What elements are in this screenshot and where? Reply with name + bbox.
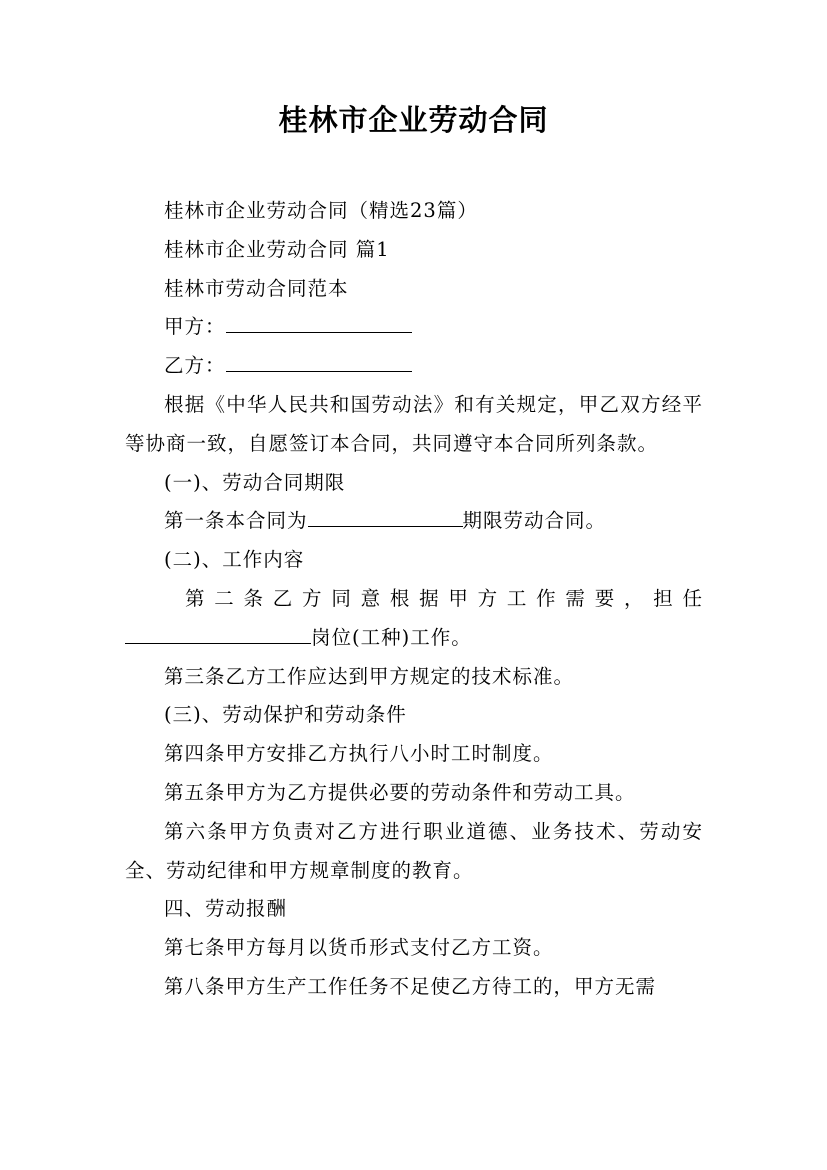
article-2-line-1: 第二条乙方同意根据甲方工作需要，担任 [185, 586, 703, 610]
paragraph-preamble: 根据《中华人民共和国劳动法》和有关规定，甲乙双方经平等协商一致，自愿签订本合同，共同遵守本合同所列条款。 [125, 392, 703, 455]
article-8: 第八条甲方生产工作任务不足使乙方待工的，甲方无需 [164, 974, 657, 998]
article-2-blank-line [125, 619, 311, 644]
article-3: 第三条乙方工作应达到甲方规定的技术标准。 [164, 664, 575, 688]
document-title: 桂林市企业劳动合同 [278, 103, 549, 137]
article-1 [125, 502, 703, 541]
section-heading-protection: (三)、劳动保护和劳动条件 [164, 703, 407, 727]
article-1-blank-line [308, 502, 463, 527]
section-heading-remuneration: 四、劳动报酬 [164, 897, 288, 921]
section-heading-term: (一)、劳动合同期限 [164, 470, 346, 494]
party-b-blank-line [226, 347, 412, 372]
party-a-blank-line [226, 308, 412, 333]
article-2-after: 岗位(工种)工作。 [311, 625, 472, 649]
article-7: 第七条甲方每月以货币形式支付乙方工资。 [164, 936, 554, 960]
party-a-label: 甲方： [164, 315, 226, 339]
paragraph-party-b [125, 347, 703, 386]
paragraph-party-a [125, 308, 703, 347]
article-5: 第五条甲方为乙方提供必要的劳动条件和劳动工具。 [164, 780, 636, 804]
paragraph-collection-title: 桂林市企业劳动合同（精选23篇） [164, 199, 478, 222]
paragraph-article-heading: 桂林市企业劳动合同 篇1 [164, 237, 390, 261]
article-1-after: 期限劳动合同。 [462, 509, 607, 533]
article-2-line-2 [125, 619, 703, 658]
article-1-before: 第一条本合同为 [164, 509, 308, 533]
document-body [125, 192, 703, 1007]
paragraph-template-name: 桂林市劳动合同范本 [164, 276, 349, 300]
party-b-label: 乙方： [164, 354, 226, 378]
article-6: 第六条甲方负责对乙方进行职业道德、业务技术、劳动安全、劳动纪律和甲方规章制度的教育。 [125, 819, 703, 882]
article-4: 第四条甲方安排乙方执行八小时工时制度。 [164, 742, 554, 766]
section-heading-work-content: (二)、工作内容 [164, 548, 305, 572]
